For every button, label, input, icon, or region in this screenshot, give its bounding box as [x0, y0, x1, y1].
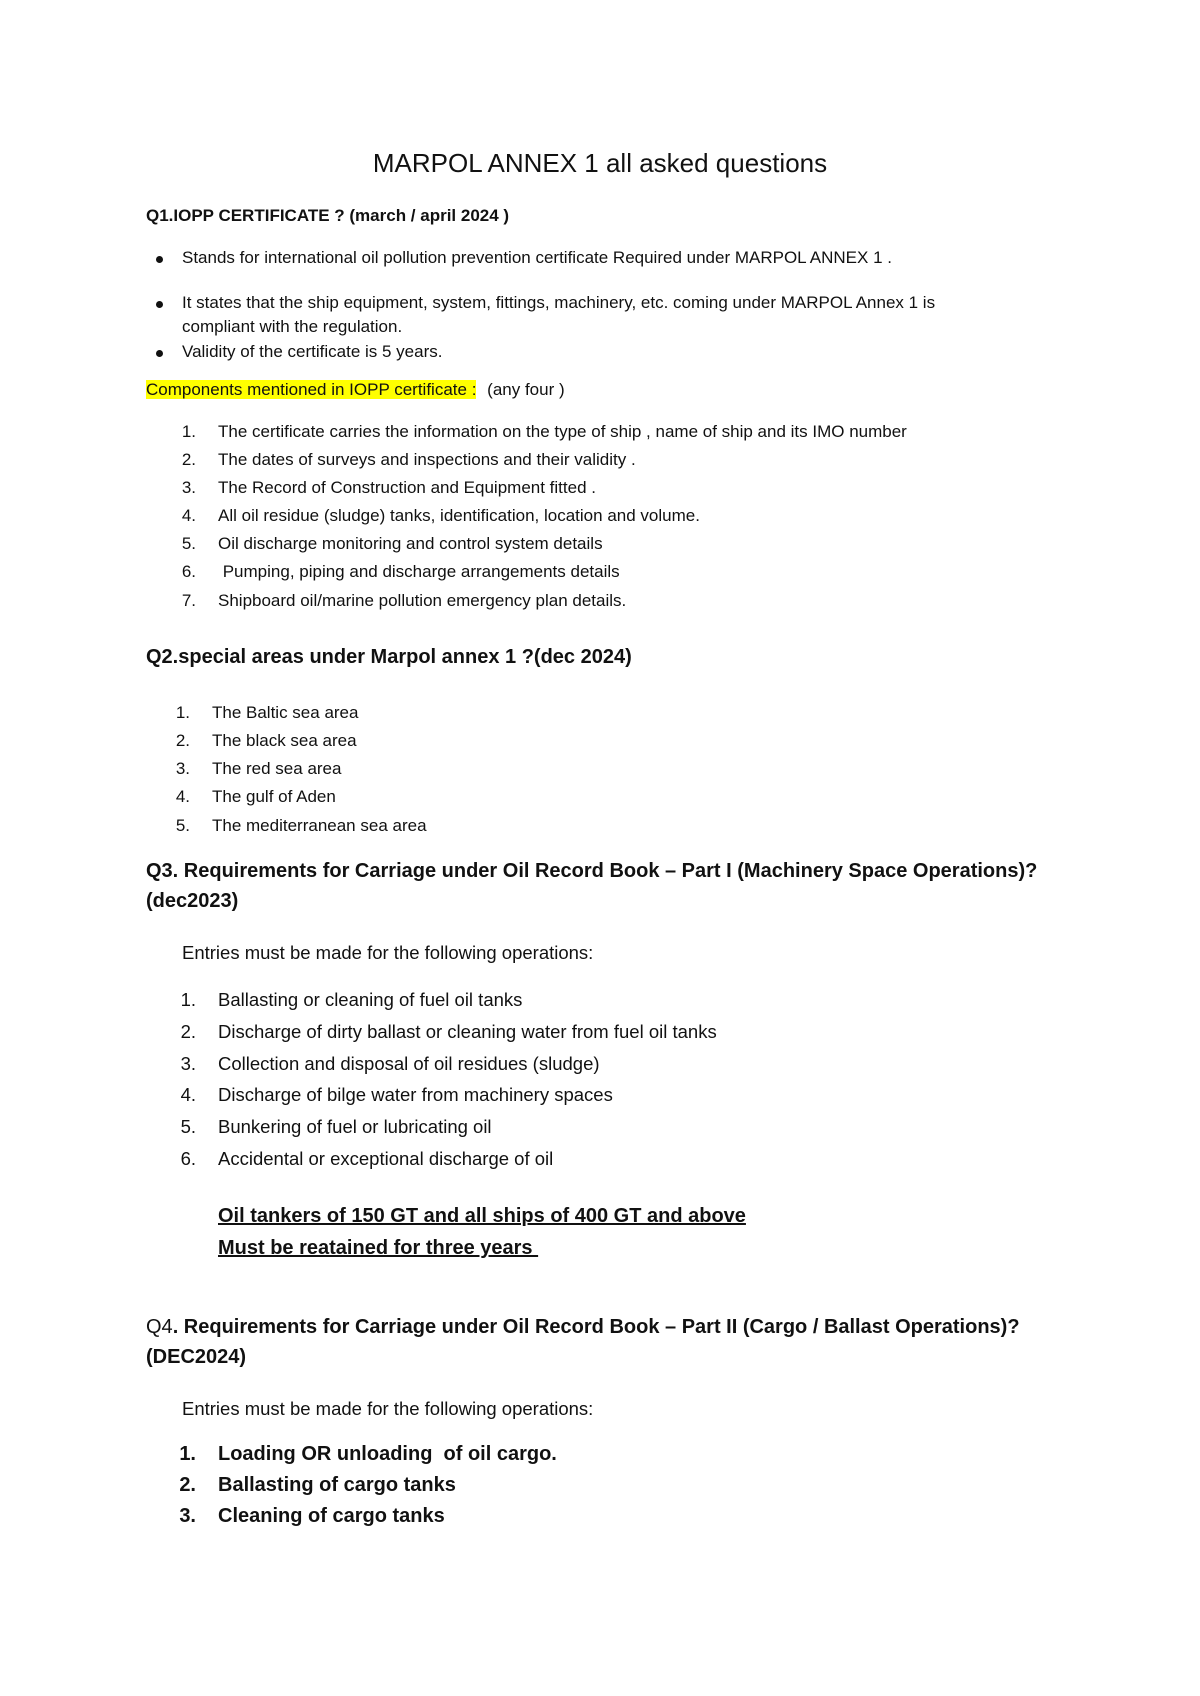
q1-item-6: Pumping, piping and discharge arrangements details	[218, 562, 620, 581]
q2-item-3: The red sea area	[212, 759, 342, 778]
q4-heading-prefix: Q4	[146, 1316, 173, 1338]
q4-item-3: Cleaning of cargo tanks	[218, 1505, 445, 1527]
q4-intro: Entries must be made for the following operations:	[182, 1398, 594, 1419]
q2-item-1: The Baltic sea area	[212, 703, 359, 722]
list-number: 2.	[180, 1021, 196, 1042]
page-title: MARPOL ANNEX 1 all asked questions	[372, 148, 828, 178]
q1-item-7: Shipboard oil/marine pollution emergency plan details.	[218, 591, 627, 610]
q2-item-2: The black sea area	[212, 731, 357, 750]
bullet-icon	[156, 301, 163, 308]
q1-bullet-2: It states that the ship equipment, system, fittings, machinery, etc. coming under MARPOL Annex 1 is	[182, 293, 936, 312]
list-number: 3.	[179, 1505, 196, 1527]
q3-item-1: Ballasting or cleaning of fuel oil tanks	[218, 989, 523, 1010]
list-number: 1.	[175, 703, 190, 722]
q1-item-5: Oil discharge monitoring and control system details	[218, 534, 603, 553]
q3-note-line1: Oil tankers of 150 GT and all ships of 400 GT and above	[218, 1205, 746, 1227]
q4-heading-line2: (DEC2024)	[146, 1346, 247, 1368]
q4-heading-text: . Requirements for Carriage under Oil Record Book – Part II (Cargo / Ballast Operations)?	[172, 1316, 1020, 1338]
list-number: 6.	[180, 1148, 196, 1169]
q3-intro: Entries must be made for the following operations:	[182, 942, 594, 963]
q1-item-4: All oil residue (sludge) tanks, identification, location and volume.	[218, 506, 700, 525]
bullet-icon	[156, 256, 163, 263]
list-number: 4.	[175, 787, 190, 806]
list-number: 7.	[181, 591, 196, 610]
q1-heading: Q1.IOPP CERTIFICATE ? (march / april 2024 )	[146, 206, 510, 225]
list-number: 2.	[179, 1474, 196, 1496]
q3-item-3: Collection and disposal of oil residues (sludge)	[218, 1053, 600, 1074]
q4-heading-line1	[146, 1316, 1020, 1339]
bullet-icon	[156, 350, 163, 357]
list-number: 3.	[180, 1053, 196, 1074]
q2-heading: Q2.special areas under Marpol annex 1 ?(dec 2024)	[146, 646, 632, 668]
q1-bullet-2-cont: compliant with the regulation.	[182, 317, 403, 336]
components-highlight: Components mentioned in IOPP certificate :	[146, 380, 477, 399]
list-number: 5.	[181, 534, 196, 553]
list-number: 4.	[181, 506, 196, 525]
q4-item-1: Loading OR unloading of oil cargo.	[218, 1443, 557, 1465]
q1-item-1: The certificate carries the information on the type of ship , name of ship and its IMO number	[218, 422, 907, 441]
list-number: 1.	[181, 422, 196, 441]
q3-note-line2: Must be reatained for three years	[218, 1237, 539, 1259]
q1-bullet-3: Validity of the certificate is 5 years.	[182, 342, 443, 361]
list-number: 1.	[180, 989, 196, 1010]
q4-item-2: Ballasting of cargo tanks	[218, 1474, 456, 1496]
list-number: 5.	[180, 1116, 196, 1137]
list-number: 2.	[175, 731, 190, 750]
q1-item-2: The dates of surveys and inspections and their validity .	[218, 450, 636, 469]
q1-components-line	[146, 380, 565, 400]
list-number: 3.	[181, 478, 196, 497]
q3-item-2: Discharge of dirty ballast or cleaning water from fuel oil tanks	[218, 1021, 717, 1042]
list-number: 6.	[181, 562, 196, 581]
q1-bullet-1: Stands for international oil pollution prevention certificate Required under MARPOL ANNEX 1 .	[182, 248, 892, 267]
list-number: 1.	[179, 1443, 196, 1465]
q3-heading-line2: (dec2023)	[146, 890, 239, 912]
list-number: 5.	[175, 816, 190, 835]
q3-heading-line1: Q3. Requirements for Carriage under Oil Record Book – Part I (Machinery Space Operations)?	[146, 860, 1038, 882]
components-suffix: (any four )	[487, 380, 565, 399]
list-number: 2.	[181, 450, 196, 469]
q2-item-4: The gulf of Aden	[212, 787, 336, 806]
q3-item-6: Accidental or exceptional discharge of oil	[218, 1148, 554, 1169]
q3-item-5: Bunkering of fuel or lubricating oil	[218, 1116, 492, 1137]
list-number: 3.	[175, 759, 190, 778]
list-number: 4.	[180, 1084, 196, 1105]
q3-item-4: Discharge of bilge water from machinery spaces	[218, 1084, 613, 1105]
q1-item-3: The Record of Construction and Equipment fitted .	[218, 478, 596, 497]
q2-item-5: The mediterranean sea area	[212, 816, 427, 835]
